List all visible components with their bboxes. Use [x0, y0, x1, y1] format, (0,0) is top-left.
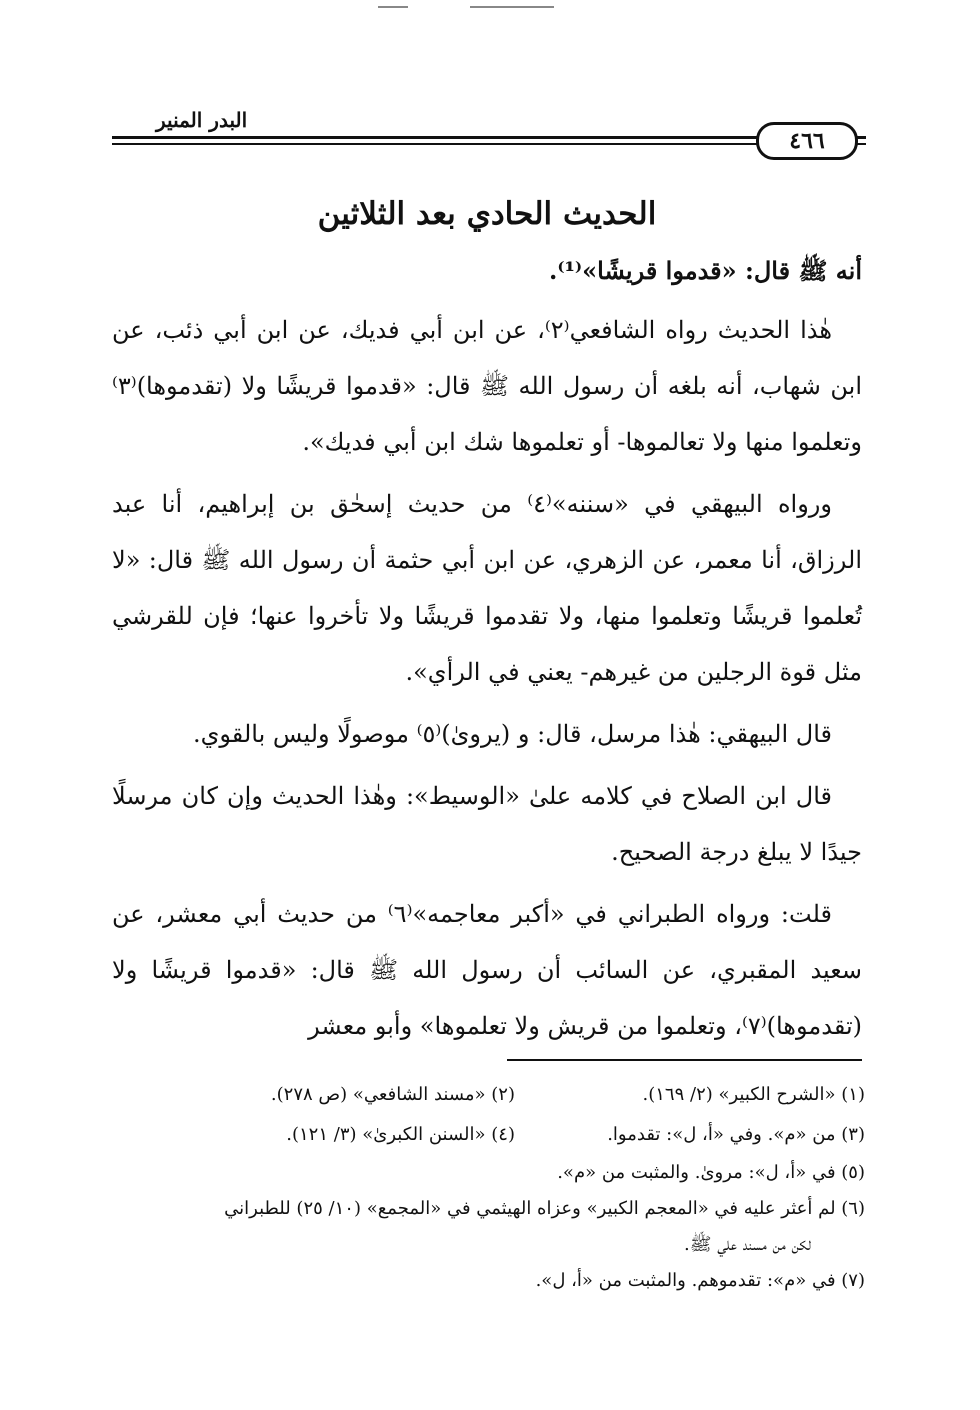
paragraph: قال ابن الصلاح في كلامه علىٰ «الوسيط»: وهٰذا الحديث وإن كان مرسلًا جيدًا لا يبلغ درجة الصحيح.: [112, 782, 862, 866]
footnote-5: (٥) في «أ، ل»: مروىٰ. والمثبت من «م».: [557, 1162, 865, 1183]
main-text: [112, 196, 862, 1060]
footnote-separator: [507, 1059, 862, 1061]
footnote-4: (٤) «السنن الكبرىٰ» (٣/ ١٢١).: [286, 1124, 515, 1145]
footnote-row: [110, 1075, 865, 1115]
footnote-1: (١) «الشرح الكبير» (٢/ ١٦٩).: [642, 1084, 865, 1105]
footnote-7: (٧) في «م»: تقدموهم. والمثبت من «أ، ل».: [535, 1270, 865, 1291]
top-marks: [0, 0, 980, 20]
paragraph: ورواه البيهقي في «سننه»⁽٤⁾ من حديث إسحٰق بن إبراهيم، أنا عبد الرزاق، أنا معمر، عن الزهري، عن ابن أبي حثمة أن رسول الله ﷺ قال: «لا تُعلموا قريشًا وتعلموا منها، ولا تقدموا قريشًا ولا تأخروا عنها؛ فإن للقرشي مثل قوة الرجلين من غيرهم- يعني في الرأي».: [112, 490, 862, 686]
paragraph: هٰذا الحديث رواه الشافعي⁽٢⁾، عن ابن أبي فديك، عن ابن أبي ذئب، عن ابن شهاب، أنه بلغه أن رسول الله ﷺ قال: «قدموا قريشًا ولا (تقدموها)⁽٣⁾ وتعلموا منها ولا تعالموها- أو تعلموها شك ابن أبي فديك».: [112, 316, 862, 456]
footnote-3: (٣) من «م». وفي «أ، ل»: تقدموا.: [607, 1124, 865, 1145]
footnote-6-continuation: لكن من مسند علي ﷺ.: [684, 1234, 811, 1255]
book-title: البدر المنير: [150, 108, 253, 132]
paragraph: قال البيهقي: هٰذا مرسل، قال: و (يروىٰ)⁽٥⁾ موصولًا وليس بالقوي.: [192, 720, 832, 748]
footnote-row: [110, 1115, 865, 1155]
page-header: [112, 108, 866, 168]
hadith-statement: أنه ﷺ قال: «قدموا قريشًا»⁽¹⁾.: [549, 256, 862, 285]
header-rule: [112, 136, 866, 139]
footnote-6: (٦) لم أعثر عليه في «المعجم الكبير» وعزاه الهيثمي في «المجمع» (١٠/ ٢٥) للطبراني: [224, 1198, 865, 1219]
chapter-title: الحديث الحادي بعد الثلاثين: [317, 196, 657, 232]
footnote-2: (٢) «مسند الشافعي» (ص ٢٧٨).: [270, 1084, 515, 1105]
page-number: ٤٦٦: [756, 122, 858, 160]
paragraph: قلت: ورواه الطبراني في «أكبر معاجمه»⁽٦⁾ من حديث أبي معشر، عن سعيد المقبري، عن السائب أن رسول الله ﷺ قال: «قدموا قريشًا ولا (تقدموها)⁽٧⁾، وتعلموا من قريش ولا تعلموها» وأبو معشر: [112, 900, 862, 1040]
header-rule-thin: [112, 143, 866, 145]
footnotes: [110, 1075, 865, 1299]
